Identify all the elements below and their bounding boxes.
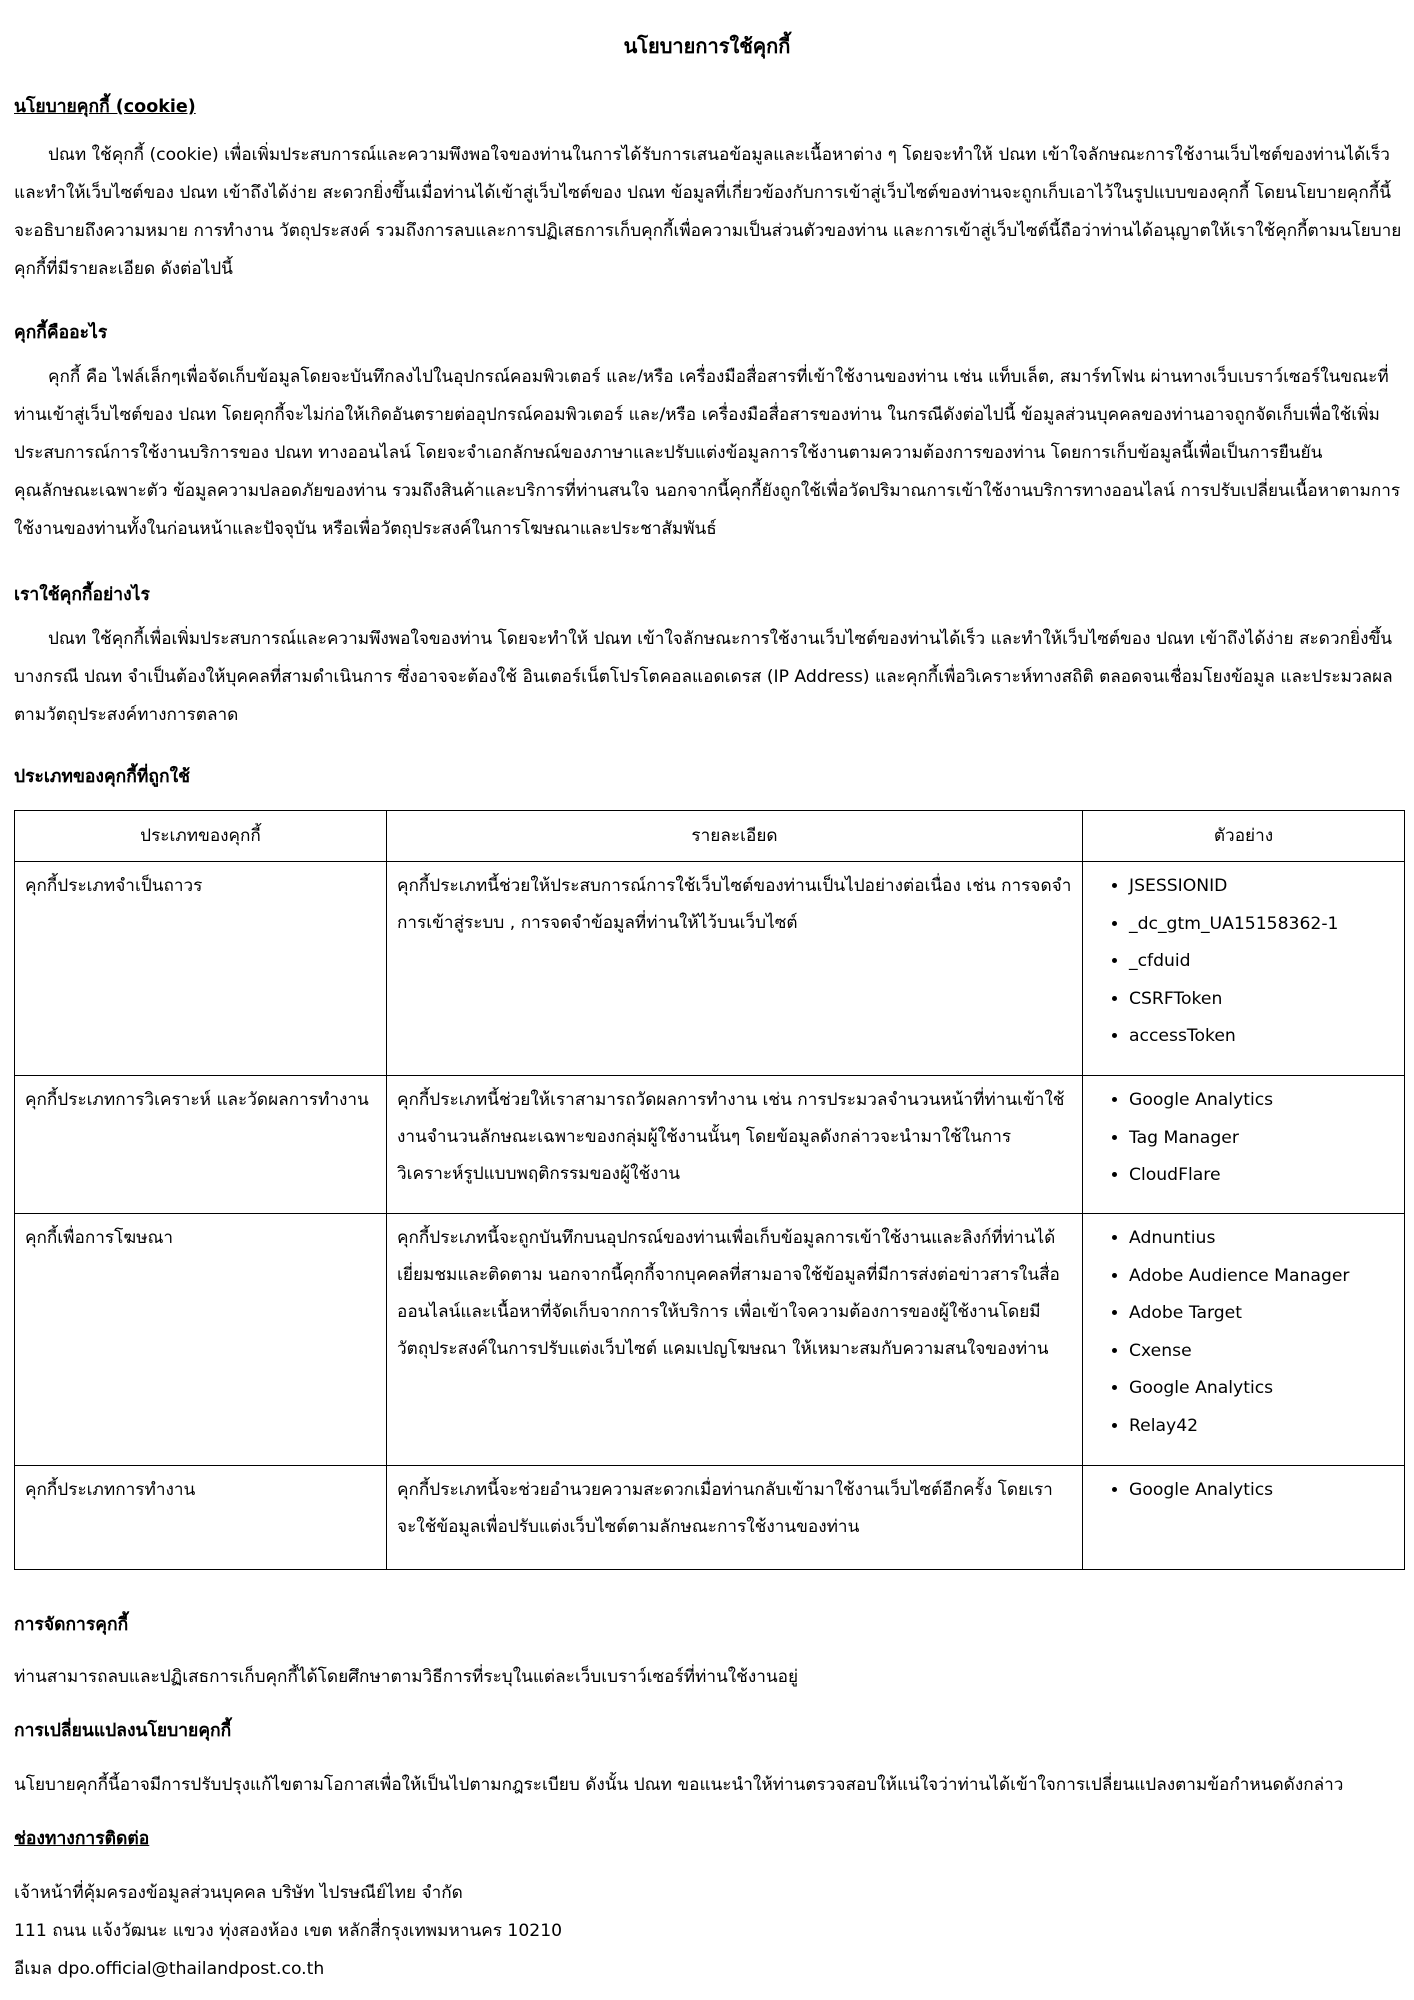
column-header-examples: ตัวอย่าง [1083, 811, 1405, 862]
cookie-examples-cell [1083, 1076, 1405, 1214]
example-item: • Relay42 [1129, 1408, 1394, 1446]
policy-paragraph [14, 136, 1402, 288]
how-heading: เราใช้คุกกี้อย่างไร [14, 585, 150, 605]
policy-text: ปณท ใช้คุกกี้ (cookie) เพื่อเพิ่มประสบการณ์และความพึงพอใจของท่านในการได้รับการเสนอข้อมูลและเนื้อหาต่าง ๆ โดยจะทำให้ ปณท เข้าใจลักษณะการใช้งานเว็บไซต์ของท่านได้เร็ว และทำให้เว็บไซต์ของ ปณท เข้าถึงได้ง่าย สะดวกยิ่งขึ้นเมื่อท่านได้เข้าสู่เว็บไซต์ของ ปณท ข้อมูลที่เกี่ยวข้องกับการเข้าสู่เว็บไซต์ของท่านจะถูกเก็บเอาไว้ในรูปแบบของคุกกี้ โดยนโยบายคุกกี้นี้จะอธิบายถึงความหมาย การทำงาน วัตถุประสงค์ รวมถึงการลบและการปฏิเสธการเก็บคุกกี้เพื่อความเป็นส่วนตัวของท่าน และการเข้าสู่เว็บไซต์นี้ถือว่าท่านได้อนุญาตให้เราใช้คุกกี้ตามนโยบายคุกกี้ที่มีรายละเอียด ดังต่อไปนี้ [14, 145, 1402, 279]
cookie-detail-cell: คุกกี้ประเภทนี้ช่วยให้เราสามารถวัดผลการทำงาน เช่น การประมวลจำนวนหน้าที่ท่านเข้าใช้งานจำนวนลักษณะเฉพาะของกลุ่มผู้ใช้งานนั้นๆ โดยข้อมูลดังกล่าวจะนำมาใช้ในการวิเคราะห์รูปแบบพฤติกรรมของผู้ใช้งาน [387, 1076, 1083, 1214]
cookie-examples-cell [1083, 1466, 1405, 1570]
what-text: คุกกี้ คือ ไฟล์เล็กๆเพื่อจัดเก็บข้อมูลโดยจะบันทึกลงไปในอุปกรณ์คอมพิวเตอร์ และ/หรือ เครื่องมือสื่อสารที่เข้าใช้งานของท่าน เช่น แท็บเล็ต, สมาร์ทโฟน ผ่านทางเว็บเบราว์เซอร์ในขณะที่ท่านเข้าสู่เว็บไซต์ของ ปณท โดยคุกกี้จะไม่ก่อให้เกิดอันตรายต่ออุปกรณ์คอมพิวเตอร์ และ/หรือ เครื่องมือสื่อสารของท่าน ในกรณีดังต่อไปนี้ ข้อมูลส่วนบุคคลของท่านอาจถูกจัดเก็บเพื่อใช้เพิ่มประสบการณ์การใช้งานบริการของ ปณท ทางออนไลน์ โดยจะจำเอกลักษณ์ของภาษาและปรับแต่งข้อมูลการใช้งานตามความต้องการของท่าน โดยการเก็บข้อมูลนี้เพื่อเป็นการยืนยันคุณลักษณะเฉพาะตัว ข้อมูลความปลอดภัยของท่าน รวมถึงสินค้าและบริการที่ท่านสนใจ นอกจากนี้คุกกี้ยังถูกใช้เพื่อวัดปริมาณการเข้าใช้งานบริการทางออนไลน์ การปรับเปลี่ยนเนื้อหาตามการใช้งานของท่านทั้งในก่อนหน้าและปัจจุบัน หรือเพื่อวัตถุประสงค์ในการโฆษณาและประชาสัมพันธ์ [14, 367, 1401, 539]
cookie-examples-cell [1083, 1214, 1405, 1466]
what-paragraph [14, 358, 1402, 548]
example-item: • Google Analytics [1129, 1472, 1394, 1510]
table-row [15, 1466, 1405, 1570]
example-item: • Google Analytics [1129, 1082, 1394, 1120]
cookie-type-cell: คุกกี้ประเภทจำเป็นถาวร [15, 862, 387, 1076]
example-item: • Adobe Audience Manager [1129, 1258, 1394, 1296]
example-item: • _cfduid [1129, 943, 1394, 981]
example-item: • Google Analytics [1129, 1370, 1394, 1408]
example-item: • CloudFlare [1129, 1157, 1394, 1195]
example-item: • Adobe Target [1129, 1295, 1394, 1333]
cookie-types-table [14, 810, 1405, 1570]
policy-heading: นโยบายคุกกี้ (cookie) [14, 97, 196, 117]
cookie-examples-cell [1083, 862, 1405, 1076]
types-heading: ประเภทของคุกกี้ที่ถูกใช้ [14, 767, 191, 787]
change-text: นโยบายคุกกี้นี้อาจมีการปรับปรุงแก้ไขตามโอกาสเพื่อให้เป็นไปตามกฎระเบียบ ดังนั้น ปณท ขอแนะนำให้ท่านตรวจสอบให้แน่ใจว่าท่านได้เข้าใจการเปลี่ยนแปลงตามข้อกำหนดดังกล่าว [14, 1775, 1344, 1795]
example-item: • Tag Manager [1129, 1120, 1394, 1158]
example-item: • _dc_gtm_UA15158362-1 [1129, 906, 1394, 944]
contact-heading: ช่องทางการติดต่อ [14, 1829, 150, 1849]
manage-text: ท่านสามารถลบและปฏิเสธการเก็บคุกกี้ได้โดยศึกษาตามวิธีการที่ระบุในแต่ละเว็บเบราว์เซอร์ที่ท่านใช้งานอยู่ [14, 1667, 799, 1687]
change-heading: การเปลี่ยนแปลงนโยบายคุกกี้ [14, 1721, 232, 1741]
page-title: นโยบายการใช้คุกกี้ [623, 34, 791, 58]
how-paragraph [14, 620, 1402, 734]
cookie-type-cell: คุกกี้ประเภทการทำงาน [15, 1466, 387, 1570]
contact-line-address: 111 ถนน แจ้งวัฒนะ แขวง ทุ่งสองห้อง เขต หลักสี่กรุงเทพมหานคร 10210 [14, 1921, 563, 1941]
table-row [15, 862, 1405, 1076]
contact-line-email: อีเมล dpo.official@thailandpost.co.th [14, 1959, 325, 1979]
contact-line-org: เจ้าหน้าที่คุ้มครองข้อมูลส่วนบุคคล บริษัท ไปรษณีย์ไทย จำกัด [14, 1883, 463, 1903]
table-header-row [15, 811, 1405, 862]
column-header-detail: รายละเอียด [387, 811, 1083, 862]
example-item: • Cxense [1129, 1333, 1394, 1371]
example-item: • JSESSIONID [1129, 868, 1394, 906]
column-header-type: ประเภทของคุกกี้ [15, 811, 387, 862]
cookie-type-cell: คุกกี้เพื่อการโฆษณา [15, 1214, 387, 1466]
cookie-detail-cell: คุกกี้ประเภทนี้จะช่วยอำนวยความสะดวกเมื่อท่านกลับเข้ามาใช้งานเว็บไซต์อีกครั้ง โดยเราจะใช้ข้อมูลเพื่อปรับแต่งเว็บไซต์ตามลักษณะการใช้งานของท่าน [387, 1466, 1083, 1570]
cookie-detail-cell: คุกกี้ประเภทนี้จะถูกบันทึกบนอุปกรณ์ของท่านเพื่อเก็บข้อมูลการเข้าใช้งานและลิงก์ที่ท่านได้เยี่ยมชมและติดตาม นอกจากนี้คุกกี้จากบุคคลที่สามอาจใช้ข้อมูลที่มีการส่งต่อข่าวสารในสื่อออนไลน์และเนื้อหาที่จัดเก็บจากการให้บริการ เพื่อเข้าใจความต้องการของผู้ใช้งานโดยมีวัตถุประสงค์ในการปรับแต่งเว็บไซต์ แคมเปญโฆษณา ให้เหมาะสมกับความสนใจของท่าน [387, 1214, 1083, 1466]
what-heading: คุกกี้คืออะไร [14, 323, 108, 343]
table-row [15, 1076, 1405, 1214]
example-item: • Adnuntius [1129, 1220, 1394, 1258]
example-item: • CSRFToken [1129, 981, 1394, 1019]
how-text: ปณท ใช้คุกกี้เพื่อเพิ่มประสบการณ์และความพึงพอใจของท่าน โดยจะทำให้ ปณท เข้าใจลักษณะการใช้งานเว็บไซต์ของท่านได้เร็ว และทำให้เว็บไซต์ของ ปณท เข้าถึงได้ง่าย สะดวกยิ่งขึ้น บางกรณี ปณท จำเป็นต้องให้บุคคลที่สามดำเนินการ ซึ่งอาจจะต้องใช้ อินเตอร์เน็ตโปรโตคอลแอดเดรส (IP Address) และคุกกี้เพื่อวิเคราะห์ทางสถิติ ตลอดจนเชื่อมโยงข้อมูล และประมวลผลตามวัตถุประสงค์ทางการตลาด [14, 629, 1393, 725]
manage-heading: การจัดการคุกกี้ [14, 1615, 129, 1635]
example-item: • accessToken [1129, 1018, 1394, 1056]
cookie-type-cell: คุกกี้ประเภทการวิเคราะห์ และวัดผลการทำงาน [15, 1076, 387, 1214]
cookie-detail-cell: คุกกี้ประเภทนี้ช่วยให้ประสบการณ์การใช้เว็บไซต์ของท่านเป็นไปอย่างต่อเนื่อง เช่น การจดจำการเข้าสู่ระบบ , การจดจำข้อมูลที่ท่านให้ไว้บนเว็บไซต์ [387, 862, 1083, 1076]
table-row [15, 1214, 1405, 1466]
